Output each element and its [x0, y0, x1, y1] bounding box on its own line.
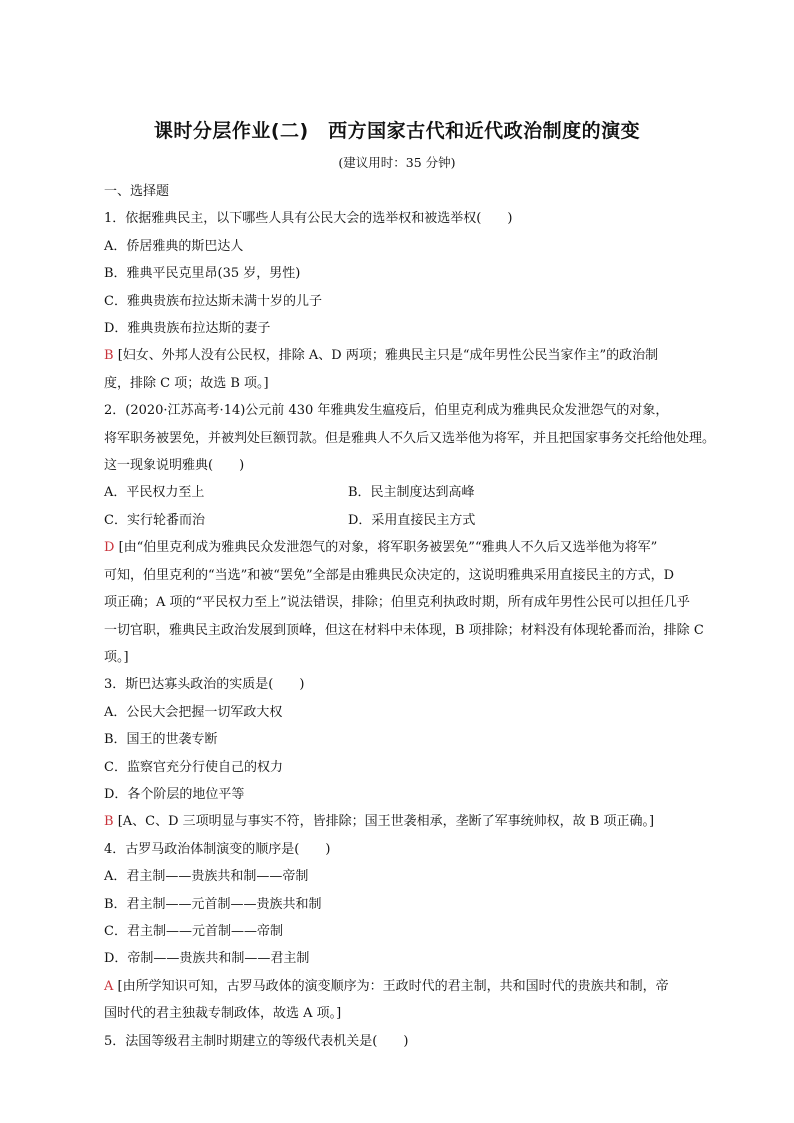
question-2-option-c: C．实行轮番而治 [104, 512, 205, 528]
question-3-option-d: D．各个阶层的地位平等 [104, 786, 245, 802]
question-2-explanation-line: 一切官职，雅典民主政治发展到顶峰，但这在材料中未体现，B 项排除；材料没有体现轮番而治，排除 C [104, 622, 704, 638]
page-subtitle: (建议用时：35 分钟) [338, 155, 456, 170]
question-2-answer [104, 534, 722, 561]
answer-explanation: [由“伯里克利成为雅典民众发泄怨气的对象，将军职务被罢免”“雅典人不久后又选举他为将军” [118, 540, 658, 556]
question-2-option-b: B．民主制度达到高峰 [348, 485, 475, 501]
question-1-stem: 1．依据雅典民主，以下哪些人具有公民大会的选举权和被选举权( ) [104, 211, 513, 227]
answer-explanation: [妇女、外邦人没有公民权，排除 A、D 两项；雅典民主只是“成年男性公民当家作主”的政治制 [117, 348, 659, 364]
question-1-explanation-line: 度，排除 C 项；故选 B 项。] [104, 375, 269, 391]
question-2-stem-line: 这一现象说明雅典( ) [104, 458, 245, 474]
question-1-option-d: D．雅典贵族布拉达斯的妻子 [104, 321, 271, 337]
question-2-explanation-line: 项。] [104, 649, 129, 665]
answer-letter: B [104, 348, 114, 364]
question-4-answer [104, 973, 722, 1000]
question-1-option-c: C．雅典贵族布拉达斯未满十岁的儿子 [104, 293, 322, 309]
answer-letter: D [104, 540, 115, 556]
question-4-option-c: C．君主制——元首制——帝制 [104, 923, 283, 939]
question-2-stem-line: 2．(2020·江苏高考·14)公元前 430 年雅典发生瘟疫后，伯里克利成为雅典民众发泄怨气的对象， [104, 403, 669, 419]
answer-letter: B [104, 814, 114, 830]
question-1-option-a: A．侨居雅典的斯巴达人 [104, 238, 244, 254]
question-3-stem: 3．斯巴达寡头政治的实质是( ) [104, 677, 305, 693]
question-3-option-c: C．监察官充分行使自己的权力 [104, 759, 283, 775]
question-4-option-d: D．帝制——贵族共和制——君主制 [104, 951, 310, 967]
question-1-option-b: B．雅典平民克里昂(35 岁，男性) [104, 266, 301, 282]
question-3-answer [104, 808, 722, 835]
question-3-option-b: B．国王的世袭专断 [104, 732, 218, 748]
question-2-option-a: A．平民权力至上 [104, 485, 205, 501]
question-2-stem-line: 将军职务被罢免，并被判处巨额罚款。但是雅典人不久后又选举他为将军，并且把国家事务交托给他处理。 [104, 430, 716, 446]
question-4-option-b: B．君主制——元首制——贵族共和制 [104, 896, 322, 912]
question-4-option-a: A．君主制——贵族共和制——帝制 [104, 869, 309, 885]
answer-explanation: [由所学知识可知，古罗马政体的演变顺序为：王政时代的君主制，共和国时代的贵族共和制，帝 [117, 978, 669, 994]
question-2-options-row [104, 507, 722, 534]
question-5-stem: 5．法国等级君主制时期建立的等级代表机关是( ) [104, 1033, 409, 1049]
question-2-options-row [104, 479, 722, 506]
question-2-explanation-line: 可知，伯里克利的“当选”和被“罢免”全部是由雅典民众决定的，这说明雅典采用直接民主的方式，D [104, 567, 675, 583]
question-4-explanation-line: 国时代的君主独裁专制政体，故选 A 项。] [104, 1006, 342, 1022]
question-2-option-d: D．采用直接民主方式 [348, 512, 476, 528]
content [104, 178, 722, 1055]
section-heading: 一、选择题 [104, 184, 170, 199]
question-2-explanation-line: 项正确；A 项的“平民权力至上”说法错误，排除；伯里克利执政时期，所有成年男性公民可以担任几乎 [104, 595, 690, 611]
answer-explanation: [A、C、D 三项明显与事实不符，皆排除；国王世袭相承，垄断了军事统帅权，故 B 项正确。] [117, 814, 655, 830]
question-3-option-a: A．公民大会把握一切军政大权 [104, 704, 283, 720]
page-title: 课时分层作业(二) 西方国家古代和近代政治制度的演变 [153, 120, 641, 142]
question-4-stem: 4．古罗马政治体制演变的顺序是( ) [104, 841, 331, 857]
question-1-answer [104, 342, 722, 369]
answer-letter: A [104, 978, 114, 994]
